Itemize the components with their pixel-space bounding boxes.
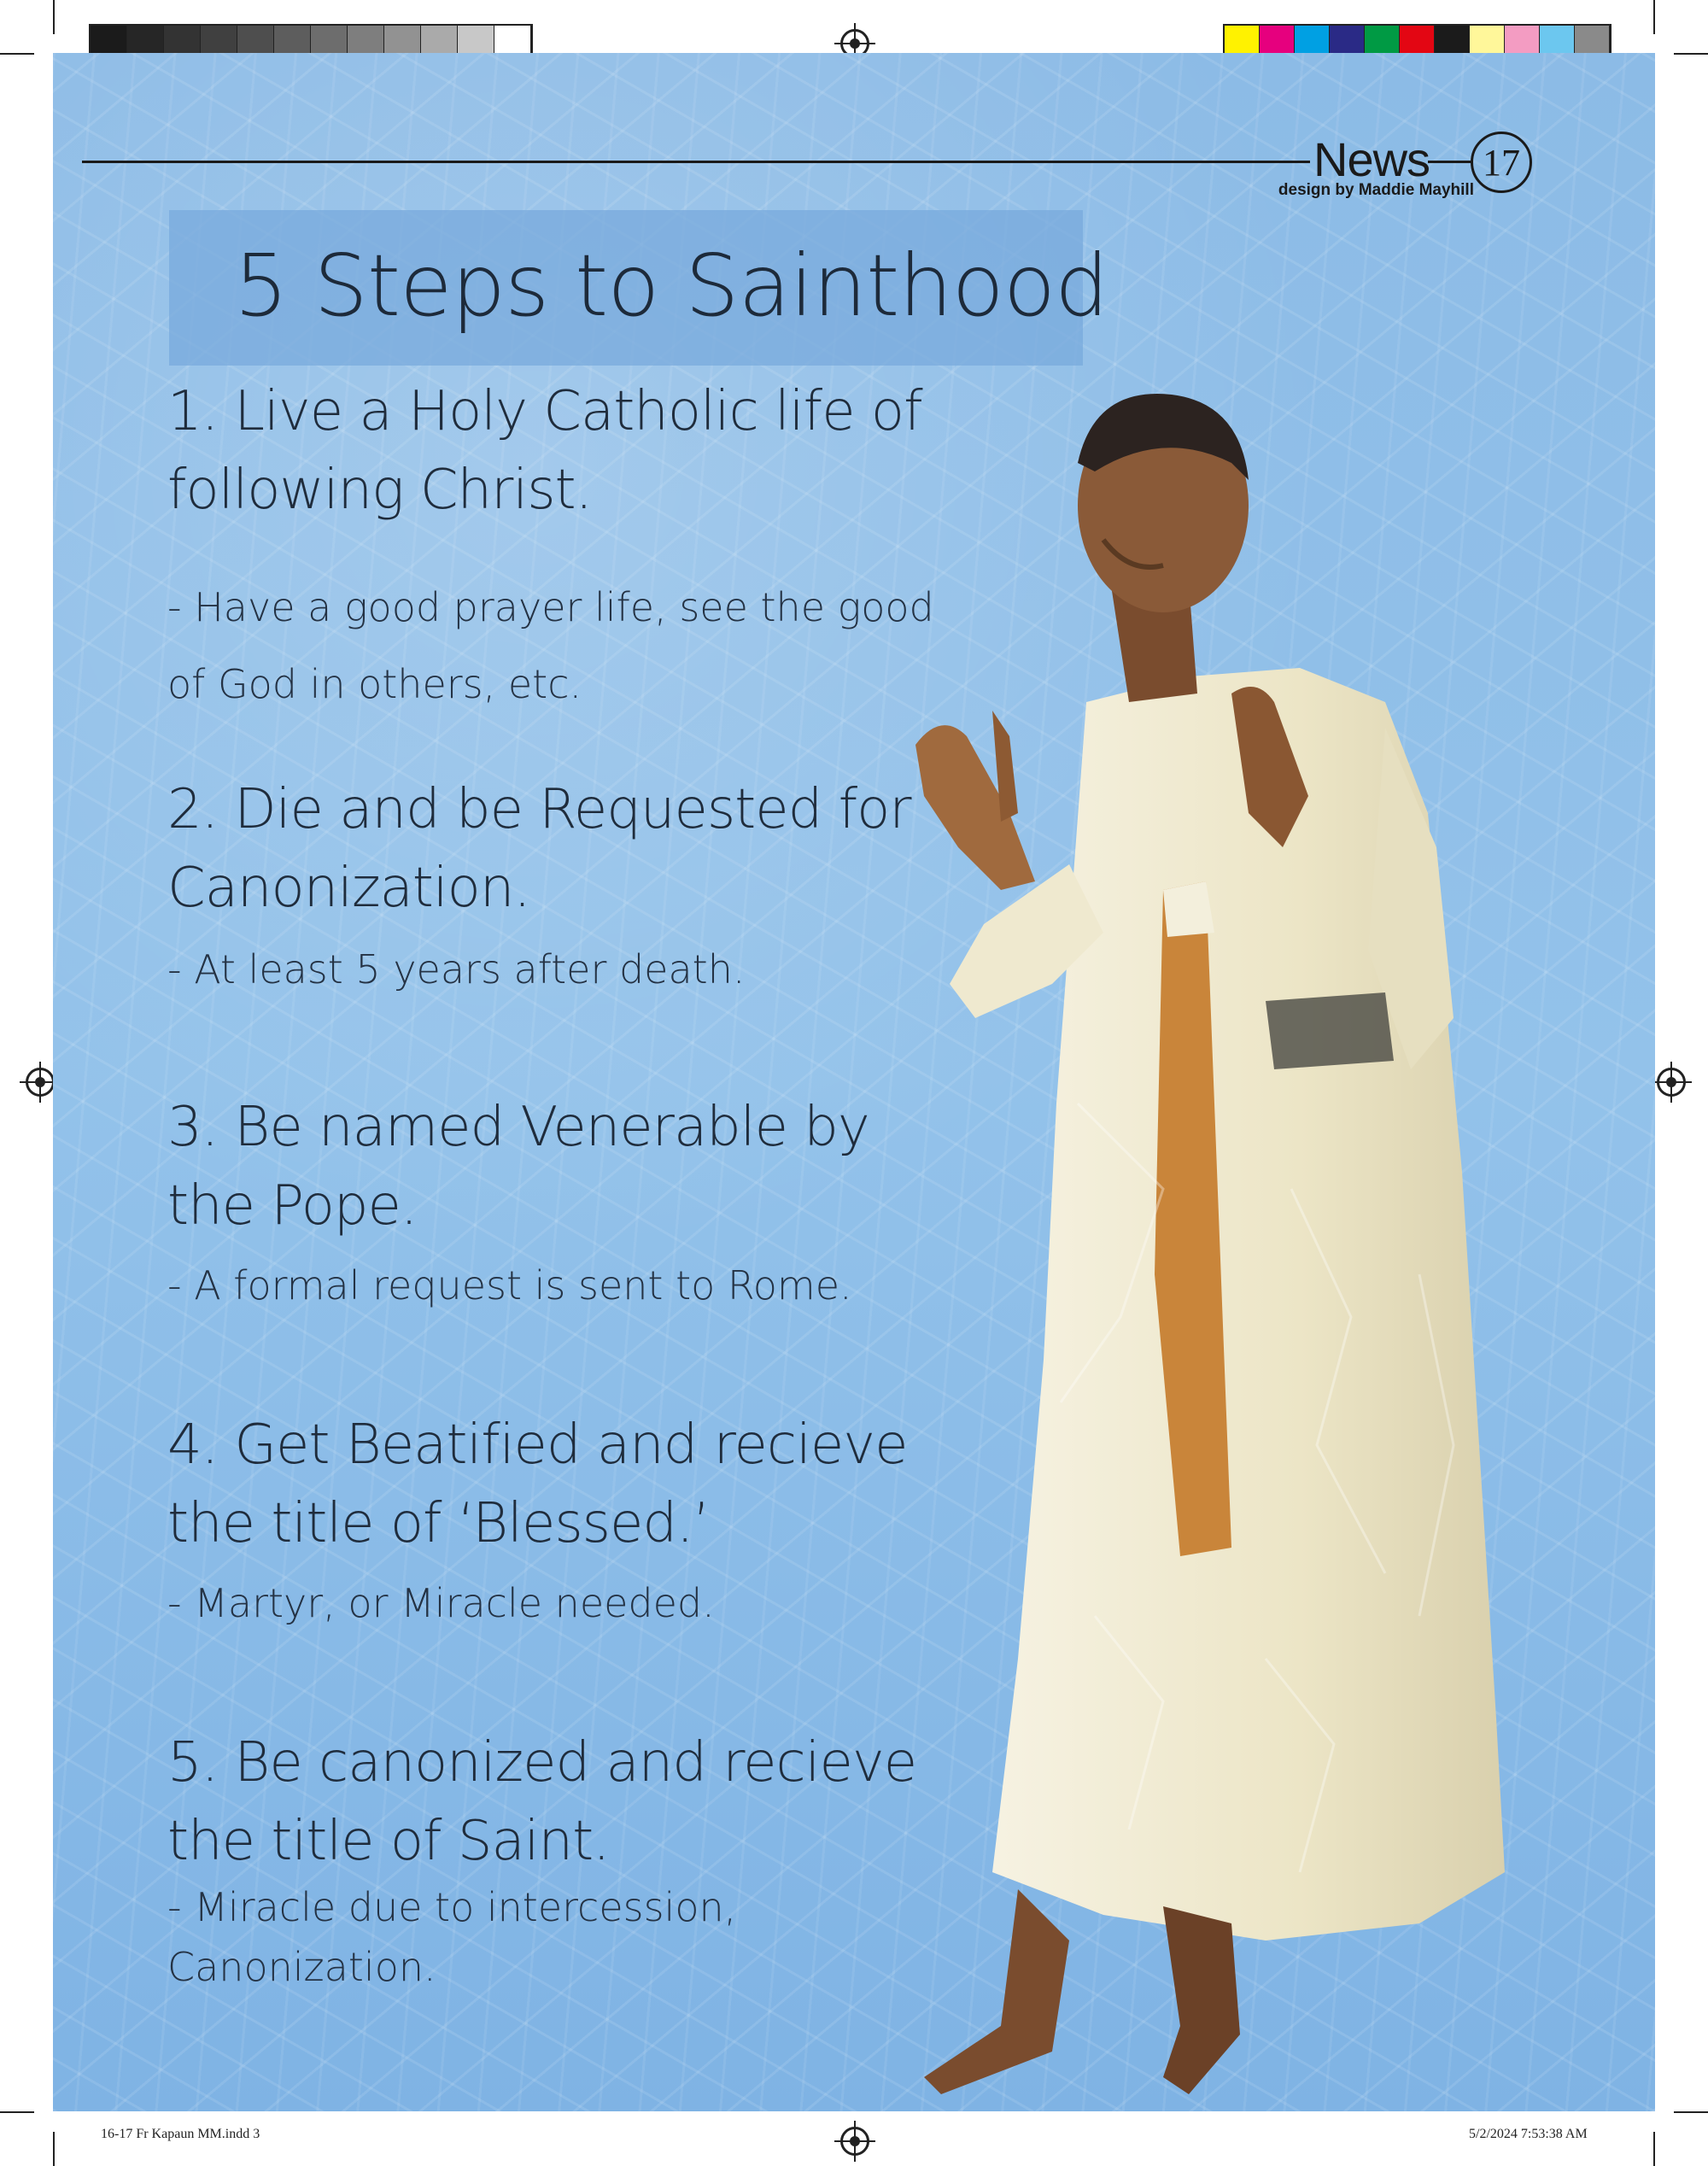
crop-mark [0,2111,34,2113]
crop-mark [53,0,55,34]
crop-mark [53,2132,55,2166]
step-note: - At least 5 years after death. [167,946,746,992]
step-note: - Miracle due to intercession, Canonization. [167,1884,737,1990]
print-timestamp: 5/2/2024 7:53:38 AM [1469,2127,1588,2141]
file-slug: 16-17 Fr Kapaun MM.indd 3 [101,2127,260,2141]
crop-mark [1674,53,1708,55]
header-rule [1428,161,1471,163]
page-number: 17 [1471,132,1532,193]
step-note: - Martyr, or Miracle needed. [167,1580,715,1626]
magazine-page [53,53,1655,2111]
step-note: - Have a good prayer life, see the good of God in others, etc. [167,584,934,707]
crop-mark [1653,2132,1655,2166]
registration-mark [840,2127,869,2156]
priest-illustration [907,335,1556,2111]
registration-mark [26,1068,55,1097]
crop-mark [0,53,34,55]
step-heading: 4. Get Beatified and recieve the title of ‘Blessed.’ [167,1414,908,1555]
crop-mark [1653,0,1655,34]
step-heading: 2. Die and be Requested for Canonization. [167,778,911,920]
page-title: 5 Steps to Sainthood [234,236,1108,336]
header-rule [82,161,1310,163]
registration-mark [1657,1068,1686,1097]
step-heading: 3. Be named Venerable by the Pope. [167,1096,869,1238]
design-credit: design by Maddie Mayhill [1278,181,1474,199]
crop-mark [1674,2111,1708,2113]
section-name: News [1313,132,1430,186]
step-heading: 5. Be canonized and recieve the title of Saint. [167,1731,917,1873]
step-heading: 1. Live a Holy Catholic life of following Christ. [167,380,922,522]
step-note: - A formal request is sent to Rome. [167,1262,852,1308]
